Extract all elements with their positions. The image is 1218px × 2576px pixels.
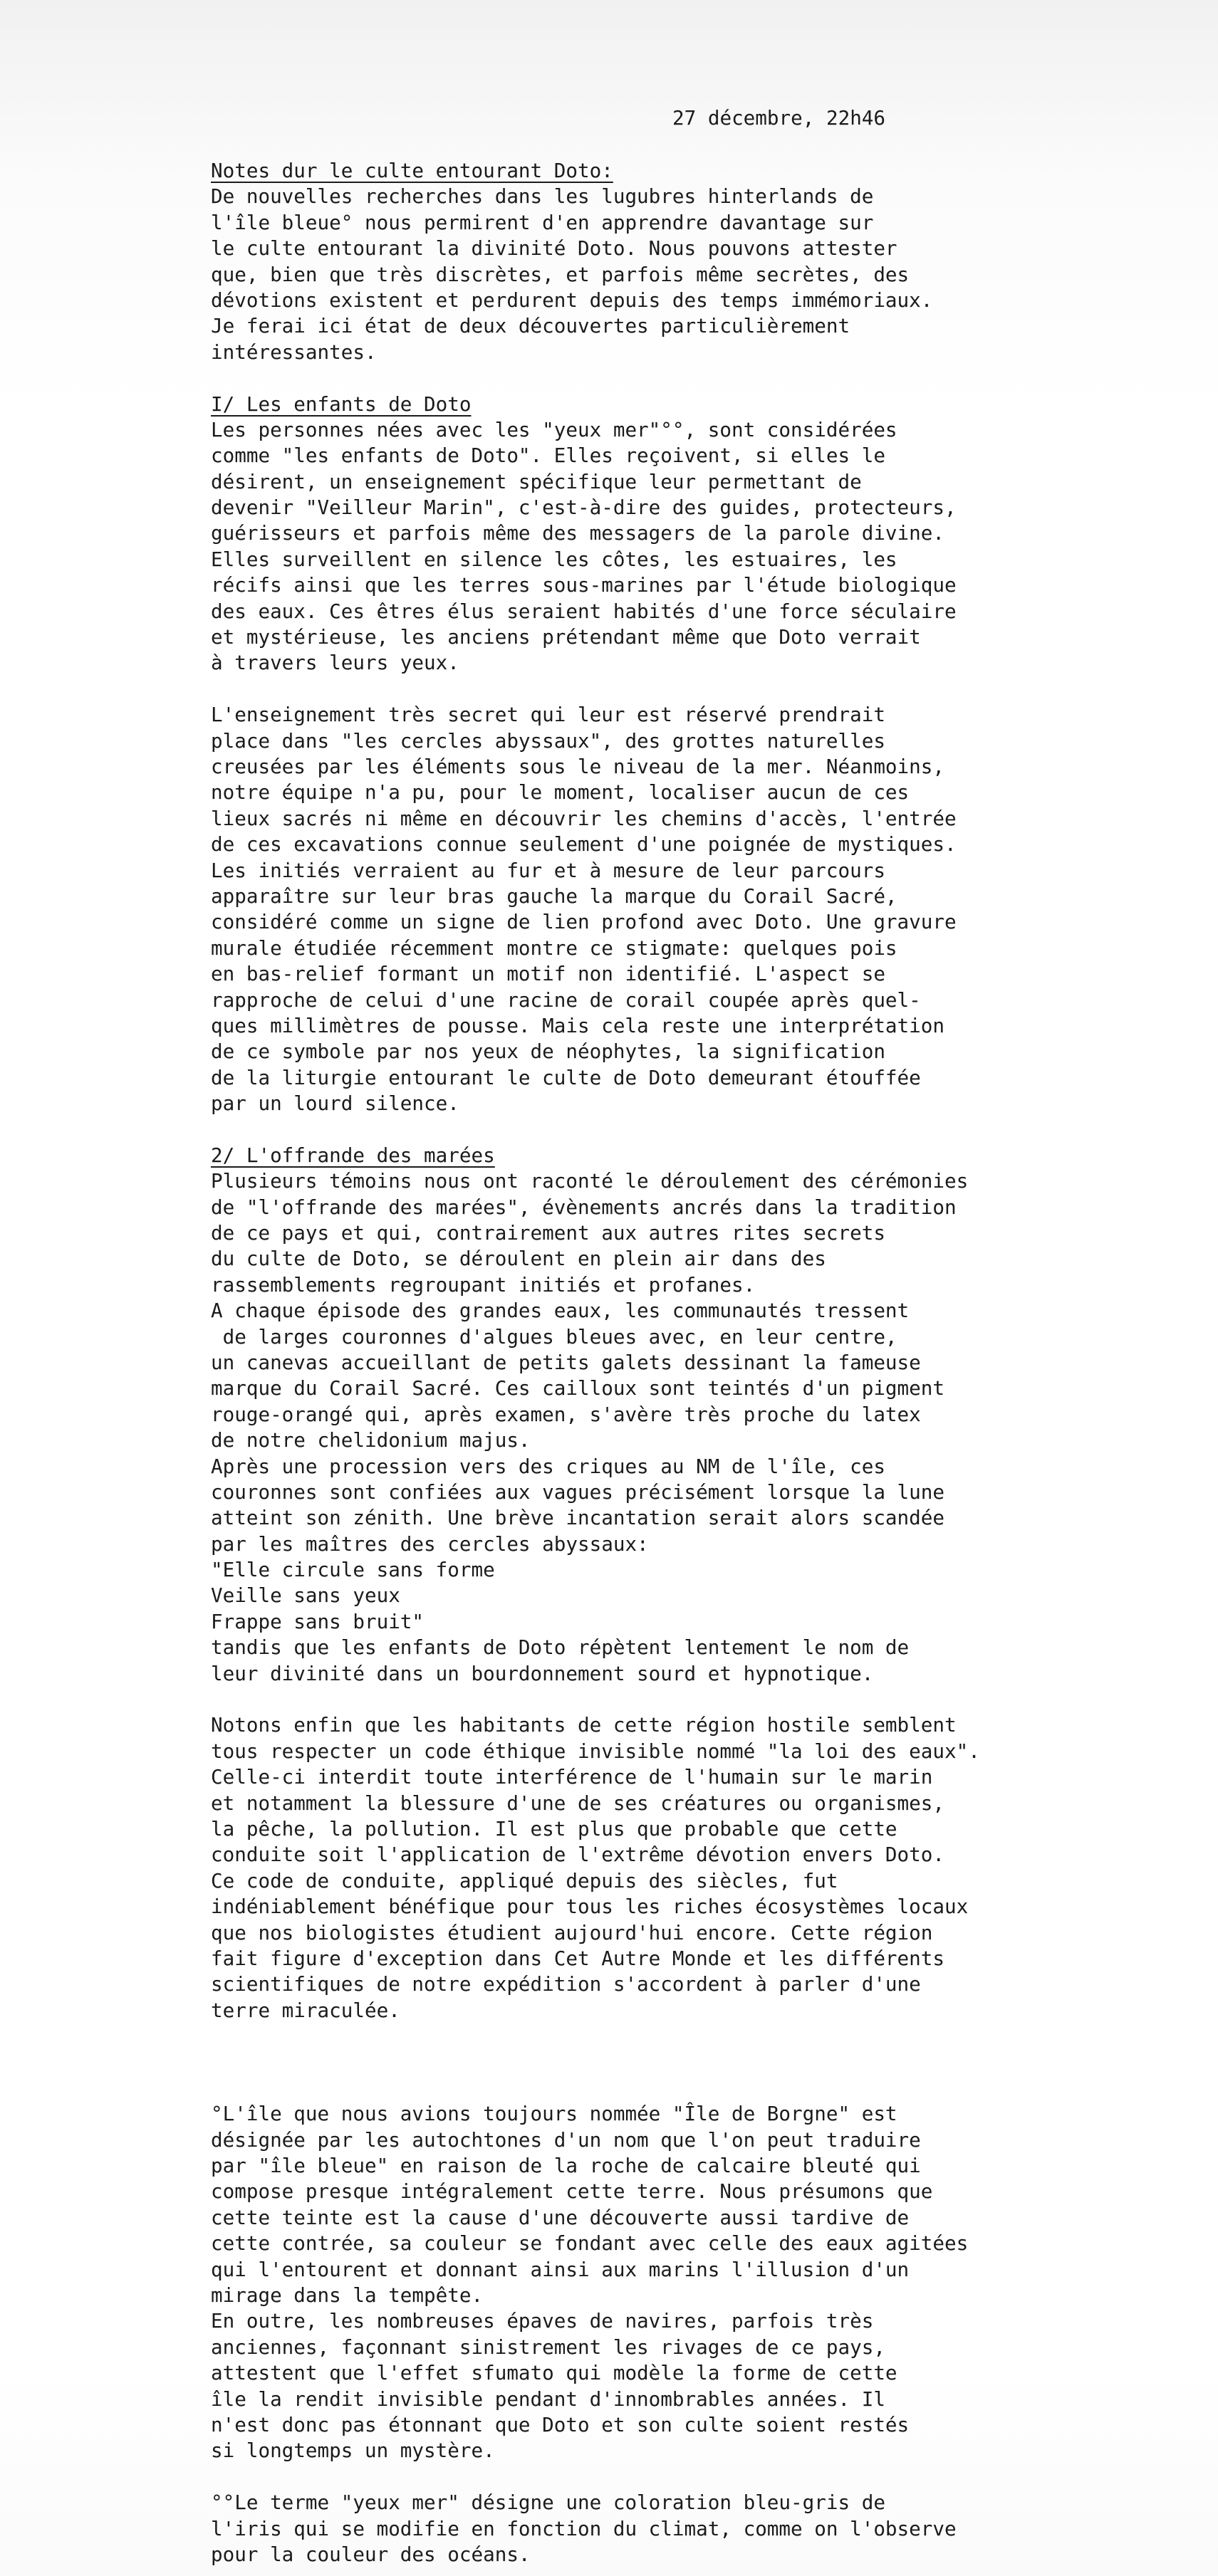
footnote-line: anciennes, façonnant sinistrement les rivages de ce pays, bbox=[211, 2335, 885, 2359]
incantation-line: "Elle circule sans forme bbox=[211, 1558, 495, 1582]
document-date: 27 décembre, 22h46 bbox=[672, 106, 886, 130]
text-line: désirent, un enseignement spécifique leur permettant de bbox=[211, 469, 862, 493]
text-line: Je ferai ici état de deux découvertes particulièrement bbox=[211, 314, 850, 338]
incantation-line: Frappe sans bruit" bbox=[211, 1609, 425, 1633]
document-title: Notes dur le culte entourant Doto: bbox=[211, 159, 613, 182]
text-line: rouge-orangé qui, après examen, s'avère très proche du latex bbox=[211, 1402, 921, 1426]
text-line: de ce pays et qui, contrairement aux autres rites secrets bbox=[211, 1221, 885, 1245]
text-line: Plusieurs témoins nous ont raconté le déroulement des cérémonies bbox=[211, 1169, 969, 1193]
text-line: dévotions existent et perdurent depuis des temps immémoriaux. bbox=[211, 288, 933, 312]
text-line: et notamment la blessure d'une de ses créatures ou organismes, bbox=[211, 1791, 944, 1815]
text-line: Celle-ci interdit toute interférence de l'humain sur le marin bbox=[211, 1765, 933, 1789]
text-line: lieux sacrés ni même en découvrir les chemins d'accès, l'entrée bbox=[211, 806, 957, 830]
text-line: de "l'offrande des marées", évènements ancrés dans la tradition bbox=[211, 1195, 957, 1219]
text-line: considéré comme un signe de lien profond avec Doto. Une gravure bbox=[211, 910, 957, 934]
blank-line bbox=[211, 1116, 1208, 1142]
text-line: l'île bleue° nous permirent d'en apprendre davantage sur bbox=[211, 210, 874, 234]
text-line: rassemblements regroupant initiés et profanes. bbox=[211, 1272, 756, 1297]
text-line: atteint son zénith. Une brève incantation serait alors scandée bbox=[211, 1506, 944, 1530]
section-1-title: I/ Les enfants de Doto bbox=[211, 392, 472, 416]
text-line: A chaque épisode des grandes eaux, les communautés tressent bbox=[211, 1299, 910, 1323]
text-line: la pêche, la pollution. Il est plus que probable que cette bbox=[211, 1817, 897, 1841]
text-line: guérisseurs et parfois même des messagers de la parole divine. bbox=[211, 521, 944, 545]
text-line: De nouvelles recherches dans les lugubres hinterlands de bbox=[211, 184, 874, 209]
text-line: Ce code de conduite, appliqué depuis des siècles, fut bbox=[211, 1868, 838, 1892]
text-line: notre équipe n'a pu, pour le moment, localiser aucun de ces bbox=[211, 780, 910, 805]
footnote-line: cette teinte est la cause d'une découverte aussi tardive de bbox=[211, 2205, 910, 2229]
footnote-line: n'est donc pas étonnant que Doto et son culte soient restés bbox=[211, 2413, 910, 2436]
text-line: que nos biologistes étudient aujourd'hui encore. Cette région bbox=[211, 1920, 933, 1944]
section-2-title: 2/ L'offrande des marées bbox=[211, 1143, 495, 1167]
text-line: de ce symbole par nos yeux de néophytes, la signification bbox=[211, 1040, 885, 1064]
text-line: marque du Corail Sacré. Ces cailloux sont teintés d'un pigment bbox=[211, 1376, 944, 1400]
footnote-line: °°Le terme "yeux mer" désigne une coloration bleu-gris de bbox=[211, 2491, 885, 2515]
text-line: leur divinité dans un bourdonnement sourd et hypnotique. bbox=[211, 1661, 874, 1685]
text-line: Après une procession vers des criques au NM de l'île, ces bbox=[211, 1454, 885, 1478]
text-line: murale étudiée récemment montre ce stigmate: quelques pois bbox=[211, 936, 897, 960]
section-2-paragraph-2 bbox=[211, 1712, 1208, 2023]
incantation-line: Veille sans yeux bbox=[211, 1583, 400, 1608]
blank-line bbox=[211, 2464, 1208, 2490]
blank-line bbox=[211, 2075, 1208, 2101]
text-line: en bas-relief formant un motif non identifié. L'aspect se bbox=[211, 962, 885, 986]
text-line: place dans "les cercles abyssaux", des grottes naturelles bbox=[211, 728, 885, 753]
text-line: couronnes sont confiées aux vagues précisément lorsque la lune bbox=[211, 1480, 944, 1504]
blank-line bbox=[211, 676, 1208, 702]
text-line: Notons enfin que les habitants de cette région hostile semblent bbox=[211, 1713, 957, 1737]
text-line: du culte de Doto, se déroulent en plein air dans des bbox=[211, 1247, 826, 1271]
text-line: rapproche de celui d'une racine de corail coupée après quel- bbox=[211, 988, 921, 1012]
text-line: et mystérieuse, les anciens prétendant même que Doto verrait bbox=[211, 625, 921, 649]
text-line: de notre chelidonium majus. bbox=[211, 1428, 531, 1452]
text-line: le culte entourant la divinité Doto. Nous pouvons attester bbox=[211, 236, 897, 261]
text-line: tandis que les enfants de Doto répètent lentement le nom de bbox=[211, 1635, 910, 1660]
footnote-line: attestent que l'effet sfumato qui modèle la forme de cette bbox=[211, 2361, 897, 2385]
section-2-paragraph-1 bbox=[211, 1168, 1208, 1687]
text-line: ques millimètres de pousse. Mais cela reste une interprétation bbox=[211, 1013, 944, 1037]
footnote-line: si longtemps un mystère. bbox=[211, 2439, 495, 2463]
intro-paragraph bbox=[211, 184, 1208, 365]
section-1-paragraph-1 bbox=[211, 417, 1208, 676]
text-line: récifs ainsi que les terres sous-marines par l'étude biologique bbox=[211, 573, 957, 597]
text-line: indéniablement bénéfique pour tous les riches écosystèmes locaux bbox=[211, 1895, 969, 1919]
text-line: intéressantes. bbox=[211, 340, 377, 364]
text-line: Elles surveillent en silence les côtes, les estuaires, les bbox=[211, 547, 897, 571]
footnote-line: par "île bleue" en raison de la roche de calcaire bleuté qui bbox=[211, 2154, 921, 2178]
footnote-line: pour la couleur des océans. bbox=[211, 2542, 531, 2566]
text-line: à travers leurs yeux. bbox=[211, 651, 459, 675]
text-line: devenir "Veilleur Marin", c'est-à-dire des guides, protecteurs, bbox=[211, 496, 957, 520]
text-line: de ces excavations connue seulement d'une poignée de mystiques. bbox=[211, 832, 957, 857]
text-line: scientifiques de notre expédition s'accordent à parler d'une bbox=[211, 1972, 921, 1996]
text-line: Les initiés verraient au fur et à mesure de leur parcours bbox=[211, 858, 885, 882]
document-body bbox=[211, 158, 1208, 2567]
text-line: conduite soit l'application de l'extrême dévotion envers Doto. bbox=[211, 1843, 944, 1867]
blank-line bbox=[211, 1687, 1208, 1712]
text-line: un canevas accueillant de petits galets dessinant la fameuse bbox=[211, 1350, 921, 1374]
text-line: creusées par les éléments sous le niveau de la mer. Néanmoins, bbox=[211, 754, 944, 778]
text-line: par un lourd silence. bbox=[211, 1091, 459, 1116]
footnote-2 bbox=[211, 2490, 1208, 2567]
text-line: Les personnes nées avec les "yeux mer"°°, sont considérées bbox=[211, 417, 897, 441]
footnote-1 bbox=[211, 2101, 1208, 2464]
footnote-line: compose presque intégralement cette terre. Nous présumons que bbox=[211, 2179, 933, 2204]
footnote-line: l'iris qui se modifie en fonction du climat, comme on l'observe bbox=[211, 2516, 957, 2540]
text-line: par les maîtres des cercles abyssaux: bbox=[211, 1532, 649, 1556]
text-line: des eaux. Ces êtres élus seraient habités d'une force séculaire bbox=[211, 599, 957, 623]
text-line: de larges couronnes d'algues bleues avec, en leur centre, bbox=[211, 1324, 897, 1349]
text-line: apparaître sur leur bras gauche la marque du Corail Sacré, bbox=[211, 884, 897, 908]
blank-line bbox=[211, 2023, 1208, 2075]
text-line: que, bien que très discrètes, et parfois même secrètes, des bbox=[211, 262, 910, 286]
footnote-line: île la rendit invisible pendant d'innombrables années. Il bbox=[211, 2387, 885, 2411]
footnote-line: °L'île que nous avions toujours nommée "Île de Borgne" est bbox=[211, 2102, 897, 2126]
text-line: terre miraculée. bbox=[211, 1998, 400, 2022]
section-1-paragraph-2 bbox=[211, 702, 1208, 1116]
text-line: de la liturgie entourant le culte de Doto demeurant étouffée bbox=[211, 1065, 921, 1089]
blank-line bbox=[211, 365, 1208, 391]
text-line: comme "les enfants de Doto". Elles reçoivent, si elles le bbox=[211, 444, 885, 468]
footnote-line: mirage dans la tempête. bbox=[211, 2283, 484, 2308]
text-line: L'enseignement très secret qui leur est réservé prendrait bbox=[211, 703, 885, 727]
text-line: fait figure d'exception dans Cet Autre Monde et les différents bbox=[211, 1946, 944, 1970]
footnote-line: En outre, les nombreuses épaves de navires, parfois très bbox=[211, 2309, 874, 2333]
footnote-line: désignée par les autochtones d'un nom que l'on peut traduire bbox=[211, 2127, 921, 2152]
footnote-line: cette contrée, sa couleur se fondant avec celle des eaux agitées bbox=[211, 2231, 969, 2256]
text-line: tous respecter un code éthique invisible nommé "la loi des eaux". bbox=[211, 1739, 980, 1763]
footnote-line: qui l'entourent et donnant ainsi aux marins l'illusion d'un bbox=[211, 2257, 910, 2281]
